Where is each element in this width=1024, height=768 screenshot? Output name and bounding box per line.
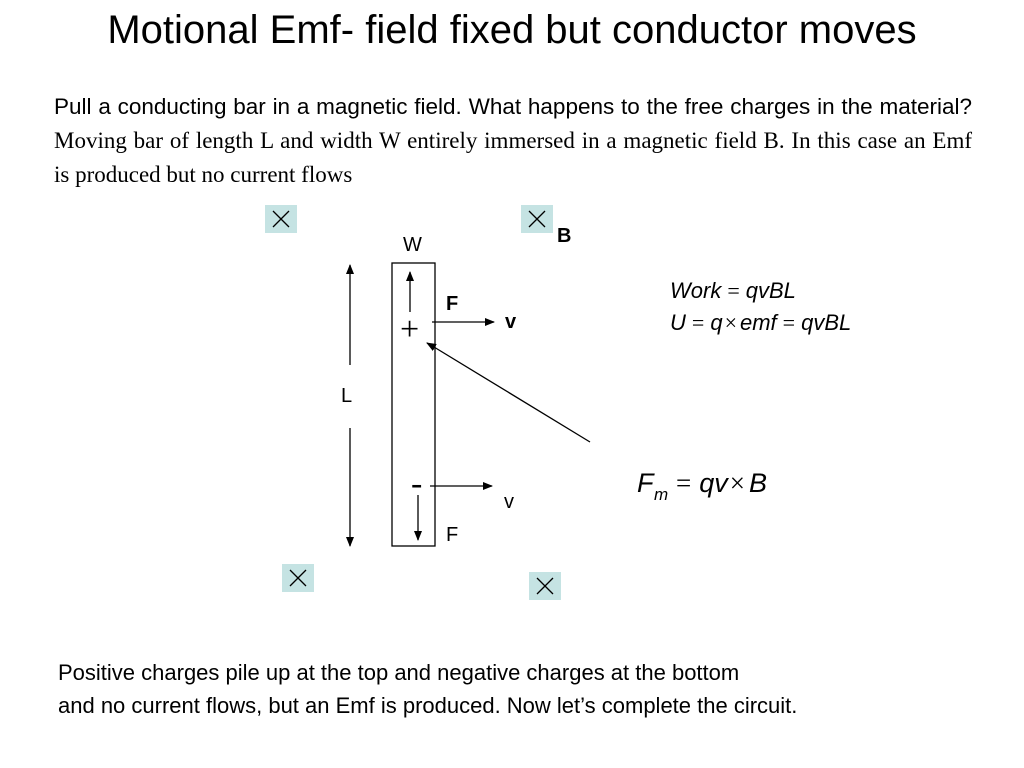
work-equation: Work = qvBL (670, 278, 796, 303)
minus-sign: - (411, 465, 423, 502)
force-label-top: F (446, 293, 459, 315)
pointer-arrowhead (427, 343, 434, 347)
intro-description: Moving bar of length L and width W entirely immersed in a magnetic field B. In this case an Emf is produced but no current flows (54, 128, 972, 187)
magnetic-force-equation: = qv× B (676, 468, 768, 498)
conclusion-line-1: Positive charges pile up at the top and negative charges at the bottom (58, 660, 740, 685)
plus-sign: + (400, 311, 420, 348)
velocity-label-top: v (505, 311, 517, 333)
intro-question: Pull a conducting bar in a magnetic field. What happens to the free charges in the material? (54, 94, 972, 119)
velocity-label-bottom: v (504, 491, 514, 513)
field-marker-top-left (265, 205, 297, 233)
energy-equation: U = q× emf = qvBL (670, 310, 852, 335)
pointer-line (434, 347, 590, 442)
field-label-b: B (557, 225, 572, 247)
magnetic-force-symbol: F (637, 468, 654, 498)
slide-title: Motional Emf- field fixed but conductor moves (107, 8, 917, 52)
magnetic-force-subscript: m (654, 485, 669, 504)
conclusion-line-2: and no current flows, but an Emf is produced. Now let’s complete the circuit. (58, 693, 798, 718)
conducting-bar (392, 263, 435, 546)
field-marker-bottom-left (282, 564, 314, 592)
width-label: W (403, 234, 422, 256)
field-marker-top-right (521, 205, 553, 233)
force-label-bottom: F (446, 524, 459, 546)
field-marker-bottom-right (529, 572, 561, 600)
length-label: L (341, 385, 353, 407)
conclusion-text (58, 656, 1018, 722)
